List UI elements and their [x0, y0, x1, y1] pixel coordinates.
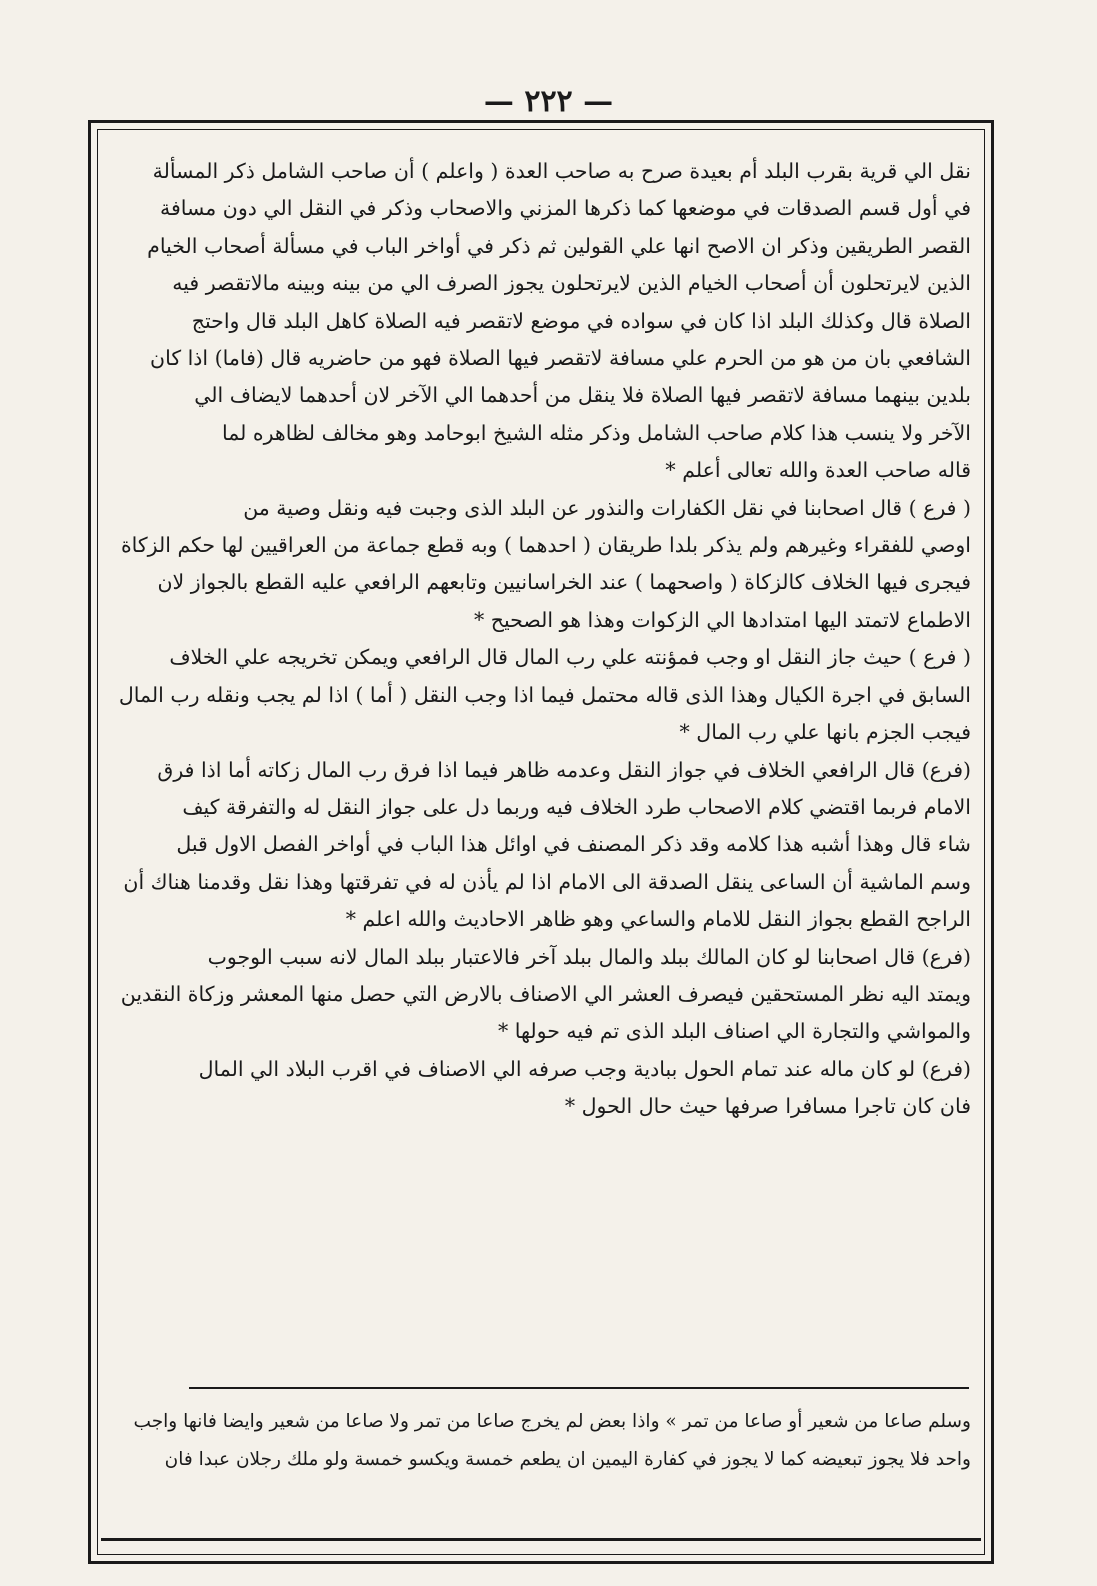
text-line: في أول قسم الصدقات في موضعها كما ذكرها المزني والاصحاب وذكر في النقل الي دون مسافة — [159, 196, 971, 221]
text-line: نقل الي قرية بقرب البلد أم بعيدة صرح به صاحب العدة ( واعلم ) أن صاحب الشامل ذكر المسألة — [152, 159, 971, 183]
text-line: والمواشي والتجارة الي اصناف البلد الذى تم فيه حولها * — [497, 1019, 971, 1044]
text-line: (فرع) قال الرافعي الخلاف في جواز النقل وعدمه ظاهر فيما اذا فرق رب المال زكاته أما اذا فرق — [157, 757, 971, 782]
text-line: الامام فربما اقتضي كلام الاصحاب طرد الخلاف فيه وربما دل على جواز النقل له والتفرقة كيف — [182, 794, 971, 819]
text-line: ( فرع ) قال اصحابنا في نقل الكفارات والنذور عن البلد الذى وجبت فيه ونقل وصية من — [243, 495, 971, 520]
text-line: فيجرى فيها الخلاف كالزكاة ( واصحهما ) عند الخراسانيين وتابعهم الرافعي عليه القطع بالجواز لان — [157, 570, 971, 595]
text-line: (فرع) لو كان ماله عند تمام الحول ببادية وجب صرفه الي الاصناف في اقرب البلاد الي المال — [198, 1056, 971, 1081]
bottom-border-rule — [101, 1538, 981, 1541]
text-line: السابق في اجرة الكيال وهذا الذى قاله محتمل فيما اذا وجب النقل ( أما ) اذا لم يجب ونقله رب المال — [118, 682, 971, 707]
text-line: الذين لايرتحلون أن أصحاب الخيام الذين لايرتحلون يجوز الصرف الي من بينه وبينه مالاتقصر فيه — [172, 271, 971, 296]
text-line: فيجب الجزم بانها علي رب المال * — [679, 720, 971, 745]
text-line: اوصي للفقراء وغيرهم ولم يذكر بلدا طريقان ( احدهما ) وبه قطع جماعة من العراقيين لها حكم الزكاة — [120, 533, 971, 558]
text-line: الاطماع لاتمتد اليها امتدادها الي الزكوات وهذا هو الصحيح * — [473, 607, 971, 632]
text-line: فان كان تاجرا مسافرا صرفها حيث حال الحول * — [564, 1094, 971, 1119]
text-line: وسم الماشية أن الساعى ينقل الصدقة الى الامام اذا لم يأذن له في تفرقتها وهذا نقل وقدمنا هناك أن — [123, 869, 971, 894]
text-line: الصلاة قال وكذلك البلد اذا كان في سواده في موضع لاتقصر فيه الصلاة كاهل البلد قال واحتج — [191, 308, 971, 333]
main-text — [109, 153, 971, 1126]
text-line: ( فرع ) حيث جاز النقل او وجب فمؤنته علي رب المال قال الرافعي ويمكن تخريجه علي الخلاف — [169, 645, 971, 670]
text-line: الشافعي بان من هو من الحرم علي مسافة لاتقصر فيها الصلاة فهو من حاضريه قال (فاما) اذا كان — [150, 346, 971, 371]
page-frame — [88, 120, 994, 1564]
text-line: القصر الطريقين وذكر ان الاصح انها علي القولين ثم ذكر في أواخر الباب في مسألة أصحاب الخيام — [147, 233, 971, 258]
page-number: — ٢٢٢ — — [483, 84, 614, 119]
text-line: الراجح القطع بجواز النقل للامام والساعي وهو ظاهر الاحاديث والله اعلم * — [345, 907, 971, 932]
footnote-divider — [189, 1387, 969, 1389]
text-line: بلدين بينهما مسافة لاتقصر فيها الصلاة فلا ينقل من أحدهما الي الآخر لان أحدهما لايضاف الي — [194, 383, 971, 408]
footnote-line: واحد فلا يجوز تبعيضه كما لا يجوز في كفارة اليمين ان يطعم خمسة ويكسو خمسة ولو ملك رجلان عبدا فان — [164, 1449, 971, 1470]
text-line: الآخر ولا ينسب هذا كلام صاحب الشامل وذكر مثله الشيخ ابوحامد وهو مخالف لظاهره لما — [222, 420, 971, 445]
text-line: ويمتد اليه نظر المستحقين فيصرف العشر الي الاصناف بالارض التي حصل منها المعشر وزكاة النقدين — [120, 981, 971, 1006]
text-line: شاء قال وهذا أشبه هذا كلامه وقد ذكر المصنف في اوائل هذا الباب في أواخر الفصل الاول قبل — [176, 832, 971, 857]
text-line: قاله صاحب العدة والله تعالى أعلم * — [665, 458, 971, 483]
text-line: (فرع) قال اصحابنا لو كان المالك ببلد والمال ببلد آخر فالاعتبار ببلد المال لانه سبب الوجوب — [207, 944, 971, 969]
footnotes — [109, 1403, 971, 1479]
footnote-line: وسلم صاعا من شعير أو صاعا من تمر » واذا بعض لم يخرج صاعا من تمر ولا صاعا من شعير وايضا فانها واجب — [133, 1411, 971, 1432]
